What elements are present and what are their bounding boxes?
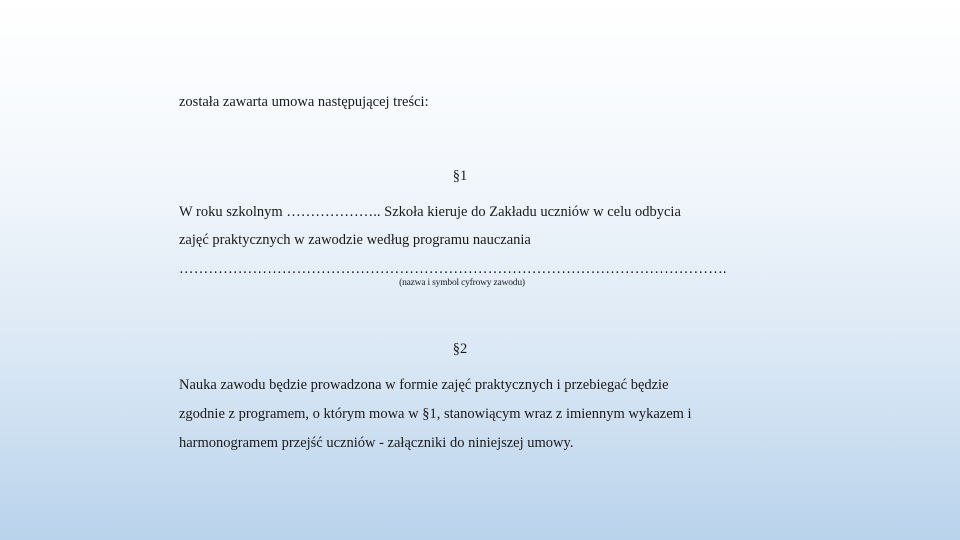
section-1-line-1: W roku szkolnym ……………….. Szkoła kieruje do Zakładu uczniów w celu odbycia xyxy=(179,204,681,220)
section-1-heading: §1 xyxy=(452,168,468,184)
profession-fill-line: …………………………………………………………………………………………………. xyxy=(179,262,727,277)
section-2-line-3: harmonogramem przejść uczniów - załączniki do niniejszej umowy. xyxy=(179,435,574,451)
section-2-line-2: zgodnie z programem, o którym mowa w §1, stanowiącym wraz z imiennym wykazem i xyxy=(179,406,692,422)
section-1-line-2: zajęć praktycznych w zawodzie według programu nauczania xyxy=(179,232,531,248)
section-2-line-1: Nauka zawodu będzie prowadzona w formie zajęć praktycznych i przebiegać będzie xyxy=(179,377,669,393)
intro-text: została zawarta umowa następującej treści: xyxy=(179,94,429,110)
section-2-heading: §2 xyxy=(452,341,468,357)
profession-fill-caption: (nazwa i symbol cyfrowy zawodu) xyxy=(399,278,525,288)
